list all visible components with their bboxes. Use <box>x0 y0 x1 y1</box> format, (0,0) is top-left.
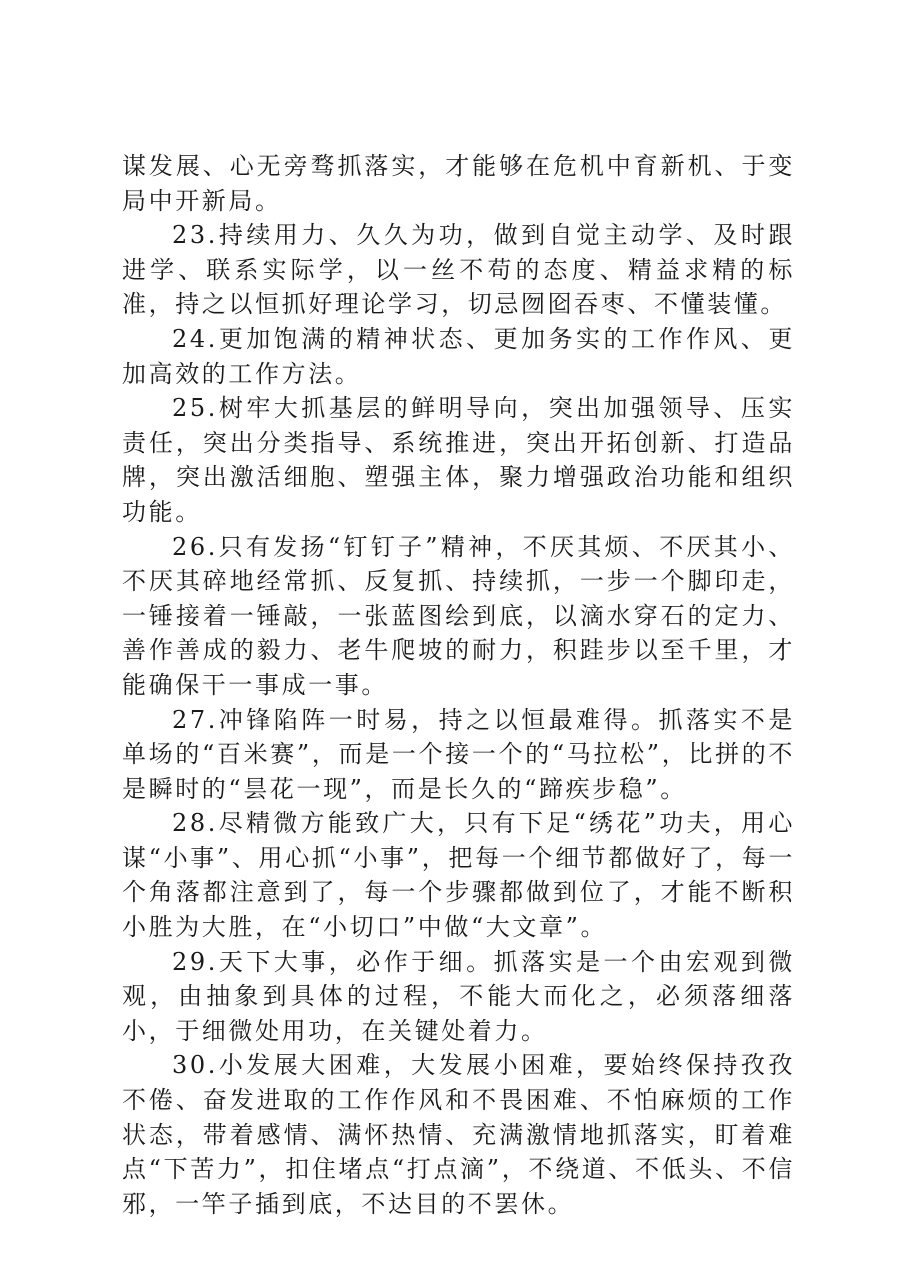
paragraph-24: 24.更加饱满的精神状态、更加务实的工作作风、更加高效的工作方法。 <box>122 324 795 388</box>
paragraph-23: 23.持续用力、久久为功，做到自觉主动学、及时跟进学、联系实际学，以一丝不苟的态度、精益求精的标准，持之以恒抓好理论学习，切忌囫囵吞枣、不懂装懂。 <box>122 221 795 319</box>
paragraph-continuation: 谋发展、心无旁骛抓落实，才能够在危机中育新机、于变局中开新局。 <box>122 152 795 215</box>
paragraph-26: 26.只有发扬“钉钉子”精神，不厌其烦、不厌其小、不厌其碎地经常抓、反复抓、持续抓，一步一个脚印走，一锤接着一锤敲，一张蓝图绘到底，以滴水穿石的定力、善作善成的毅力、老牛爬坡的耐力，积跬步以至千里，才能确保干一事成一事。 <box>122 532 795 699</box>
paragraph-28: 28.尽精微方能致广大，只有下足“绣花”功夫，用心谋“小事”、用心抓“小事”，把每一个细节都做好了，每一个角落都注意到了，每一个步骤都做到位了，才能不断积小胜为大胜，在“小切口”中做“大文章”。 <box>122 809 795 942</box>
paragraph-27: 27.冲锋陷阵一时易，持之以恒最难得。抓落实不是单场的“百米赛”，而是一个接一个的“马拉松”，比拼的不是瞬时的“昙花一现”，而是长久的“蹄疾步稳”。 <box>122 705 795 803</box>
paragraph-29: 29.天下大事，必作于细。抓落实是一个由宏观到微观，由抽象到具体的过程，不能大而化之，必须落细落小，于细微处用功，在关键处着力。 <box>122 947 795 1045</box>
document-body <box>122 149 795 1221</box>
paragraph-30: 30.小发展大困难，大发展小困难，要始终保持孜孜不倦、奋发进取的工作作风和不畏困难、不怕麻烦的工作状态，带着感情、满怀热情、充满激情地抓落实，盯着难点“下苦力”，扣住堵点“打点滴”，不绕道、不低头、不信邪，一竿子插到底，不达目的不罢休。 <box>122 1051 795 1218</box>
paragraph-25: 25.树牢大抓基层的鲜明导向，突出加强领导、压实责任，突出分类指导、系统推进，突出开拓创新、打造品牌，突出激活细胞、塑强主体，聚力增强政治功能和组织功能。 <box>122 394 795 526</box>
